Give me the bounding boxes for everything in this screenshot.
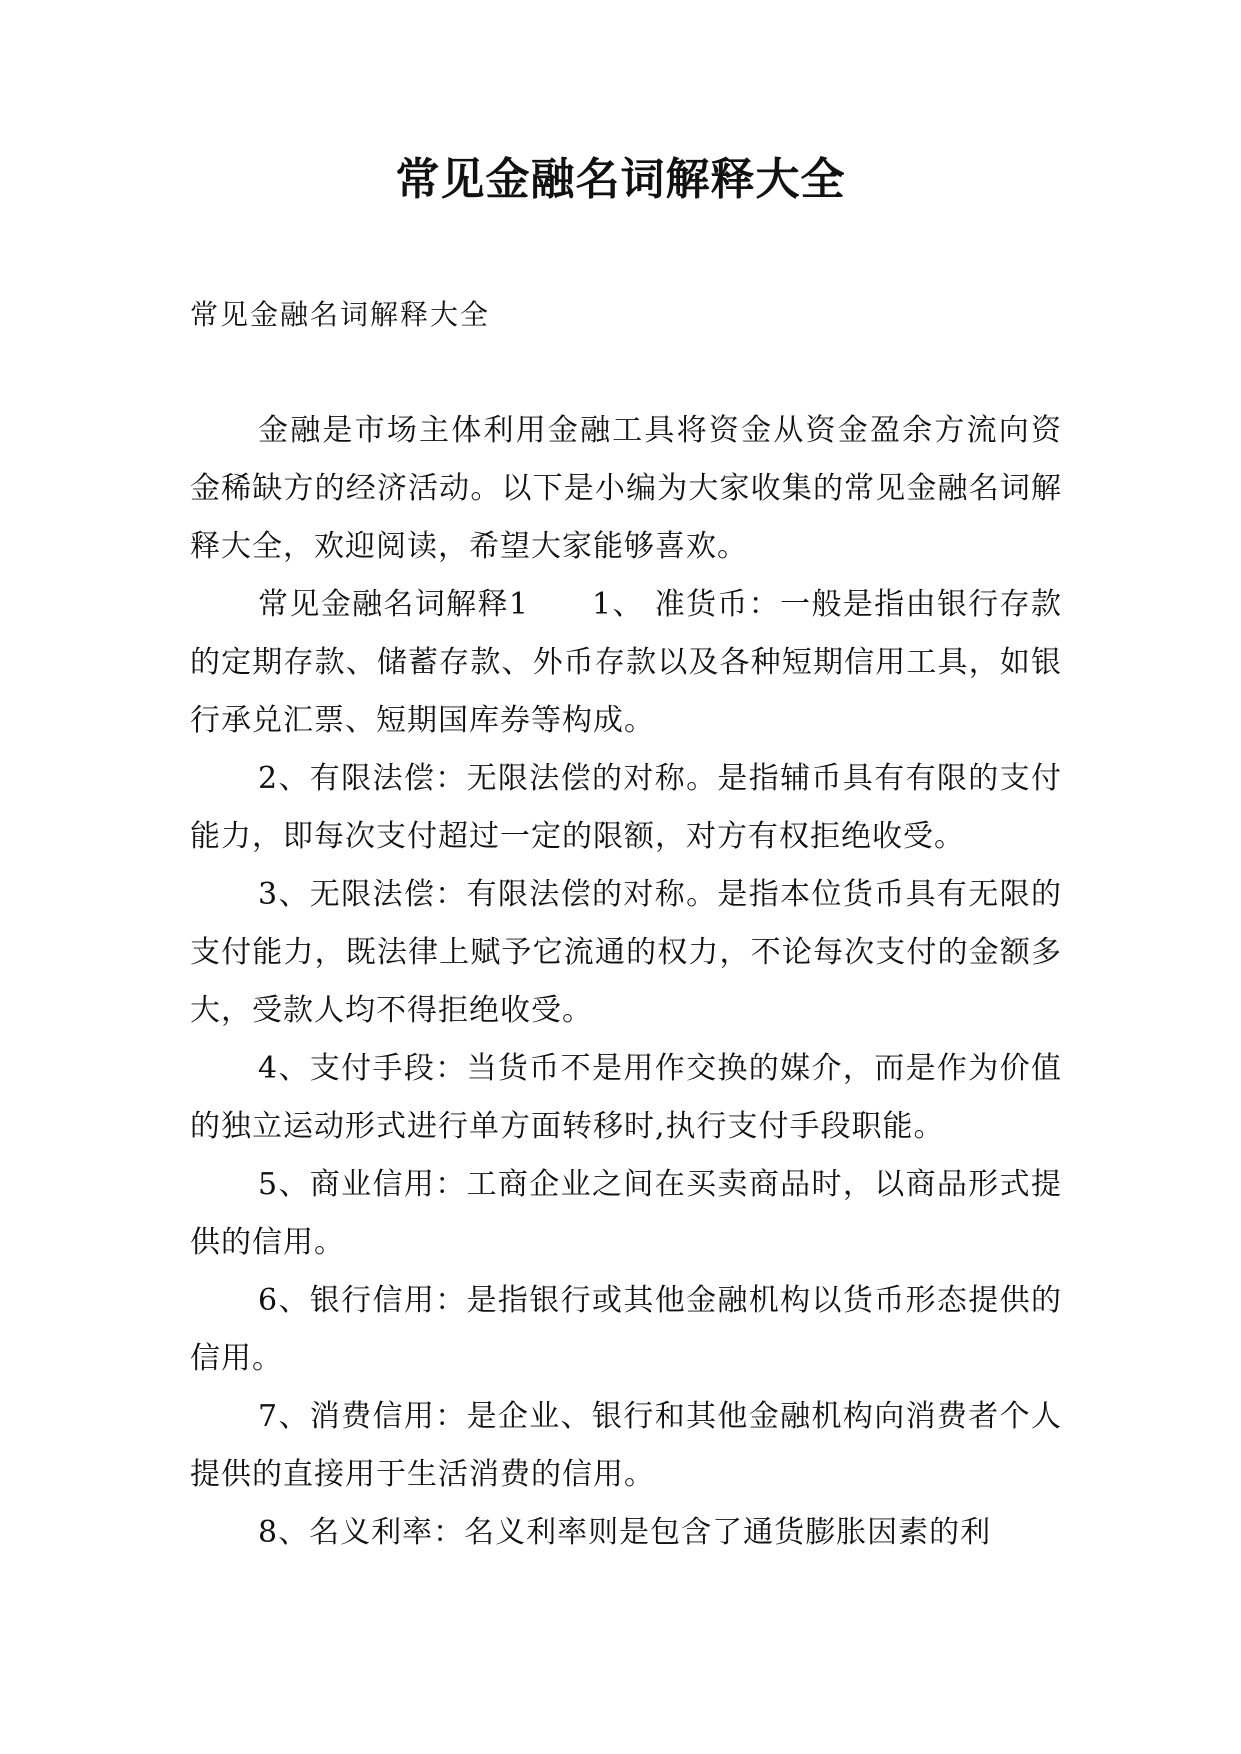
document-body [190,402,1062,1562]
paragraph-term-1: 常见金融名词解释1 1、 准货币：一般是指由银行存款的定期存款、储蓄存款、外币存款以及各种短期信用工具，如银行承兑汇票、短期国库券等构成。 [190,587,1062,738]
paragraph-term-5: 5、商业信用：工商企业之间在买卖商品时，以商品形式提供的信用。 [190,1167,1062,1260]
paragraph-term-7: 7、消费信用：是企业、银行和其他金融机构向消费者个人提供的直接用于生活消费的信用。 [190,1399,1062,1492]
document-title: 常见金融名词解释大全 [395,154,846,205]
paragraph-term-6: 6、银行信用：是指银行或其他金融机构以货币形态提供的信用。 [190,1283,1062,1376]
paragraph-term-2: 2、有限法偿：无限法偿的对称。是指辅币具有有限的支付能力，即每次支付超过一定的限额，对方有权拒绝收受。 [190,761,1062,854]
paragraph-term-3: 3、无限法偿：有限法偿的对称。是指本位货币具有无限的支付能力，既法律上赋予它流通的权力，不论每次支付的金额多大，受款人均不得拒绝收受。 [190,877,1062,1028]
paragraph-term-8: 8、名义利率：名义利率则是包含了通货膨胀因素的利 [258,1515,992,1550]
paragraph-term-4: 4、支付手段：当货币不是用作交换的媒介，而是作为价值的独立运动形式进行单方面转移时,执行支付手段职能。 [190,1051,1062,1144]
paragraph-intro: 金融是市场主体利用金融工具将资金从资金盈余方流向资金稀缺方的经济活动。以下是小编为大家收集的常见金融名词解释大全，欢迎阅读，希望大家能够喜欢。 [190,413,1062,564]
document-subtitle: 常见金融名词解释大全 [190,298,491,331]
